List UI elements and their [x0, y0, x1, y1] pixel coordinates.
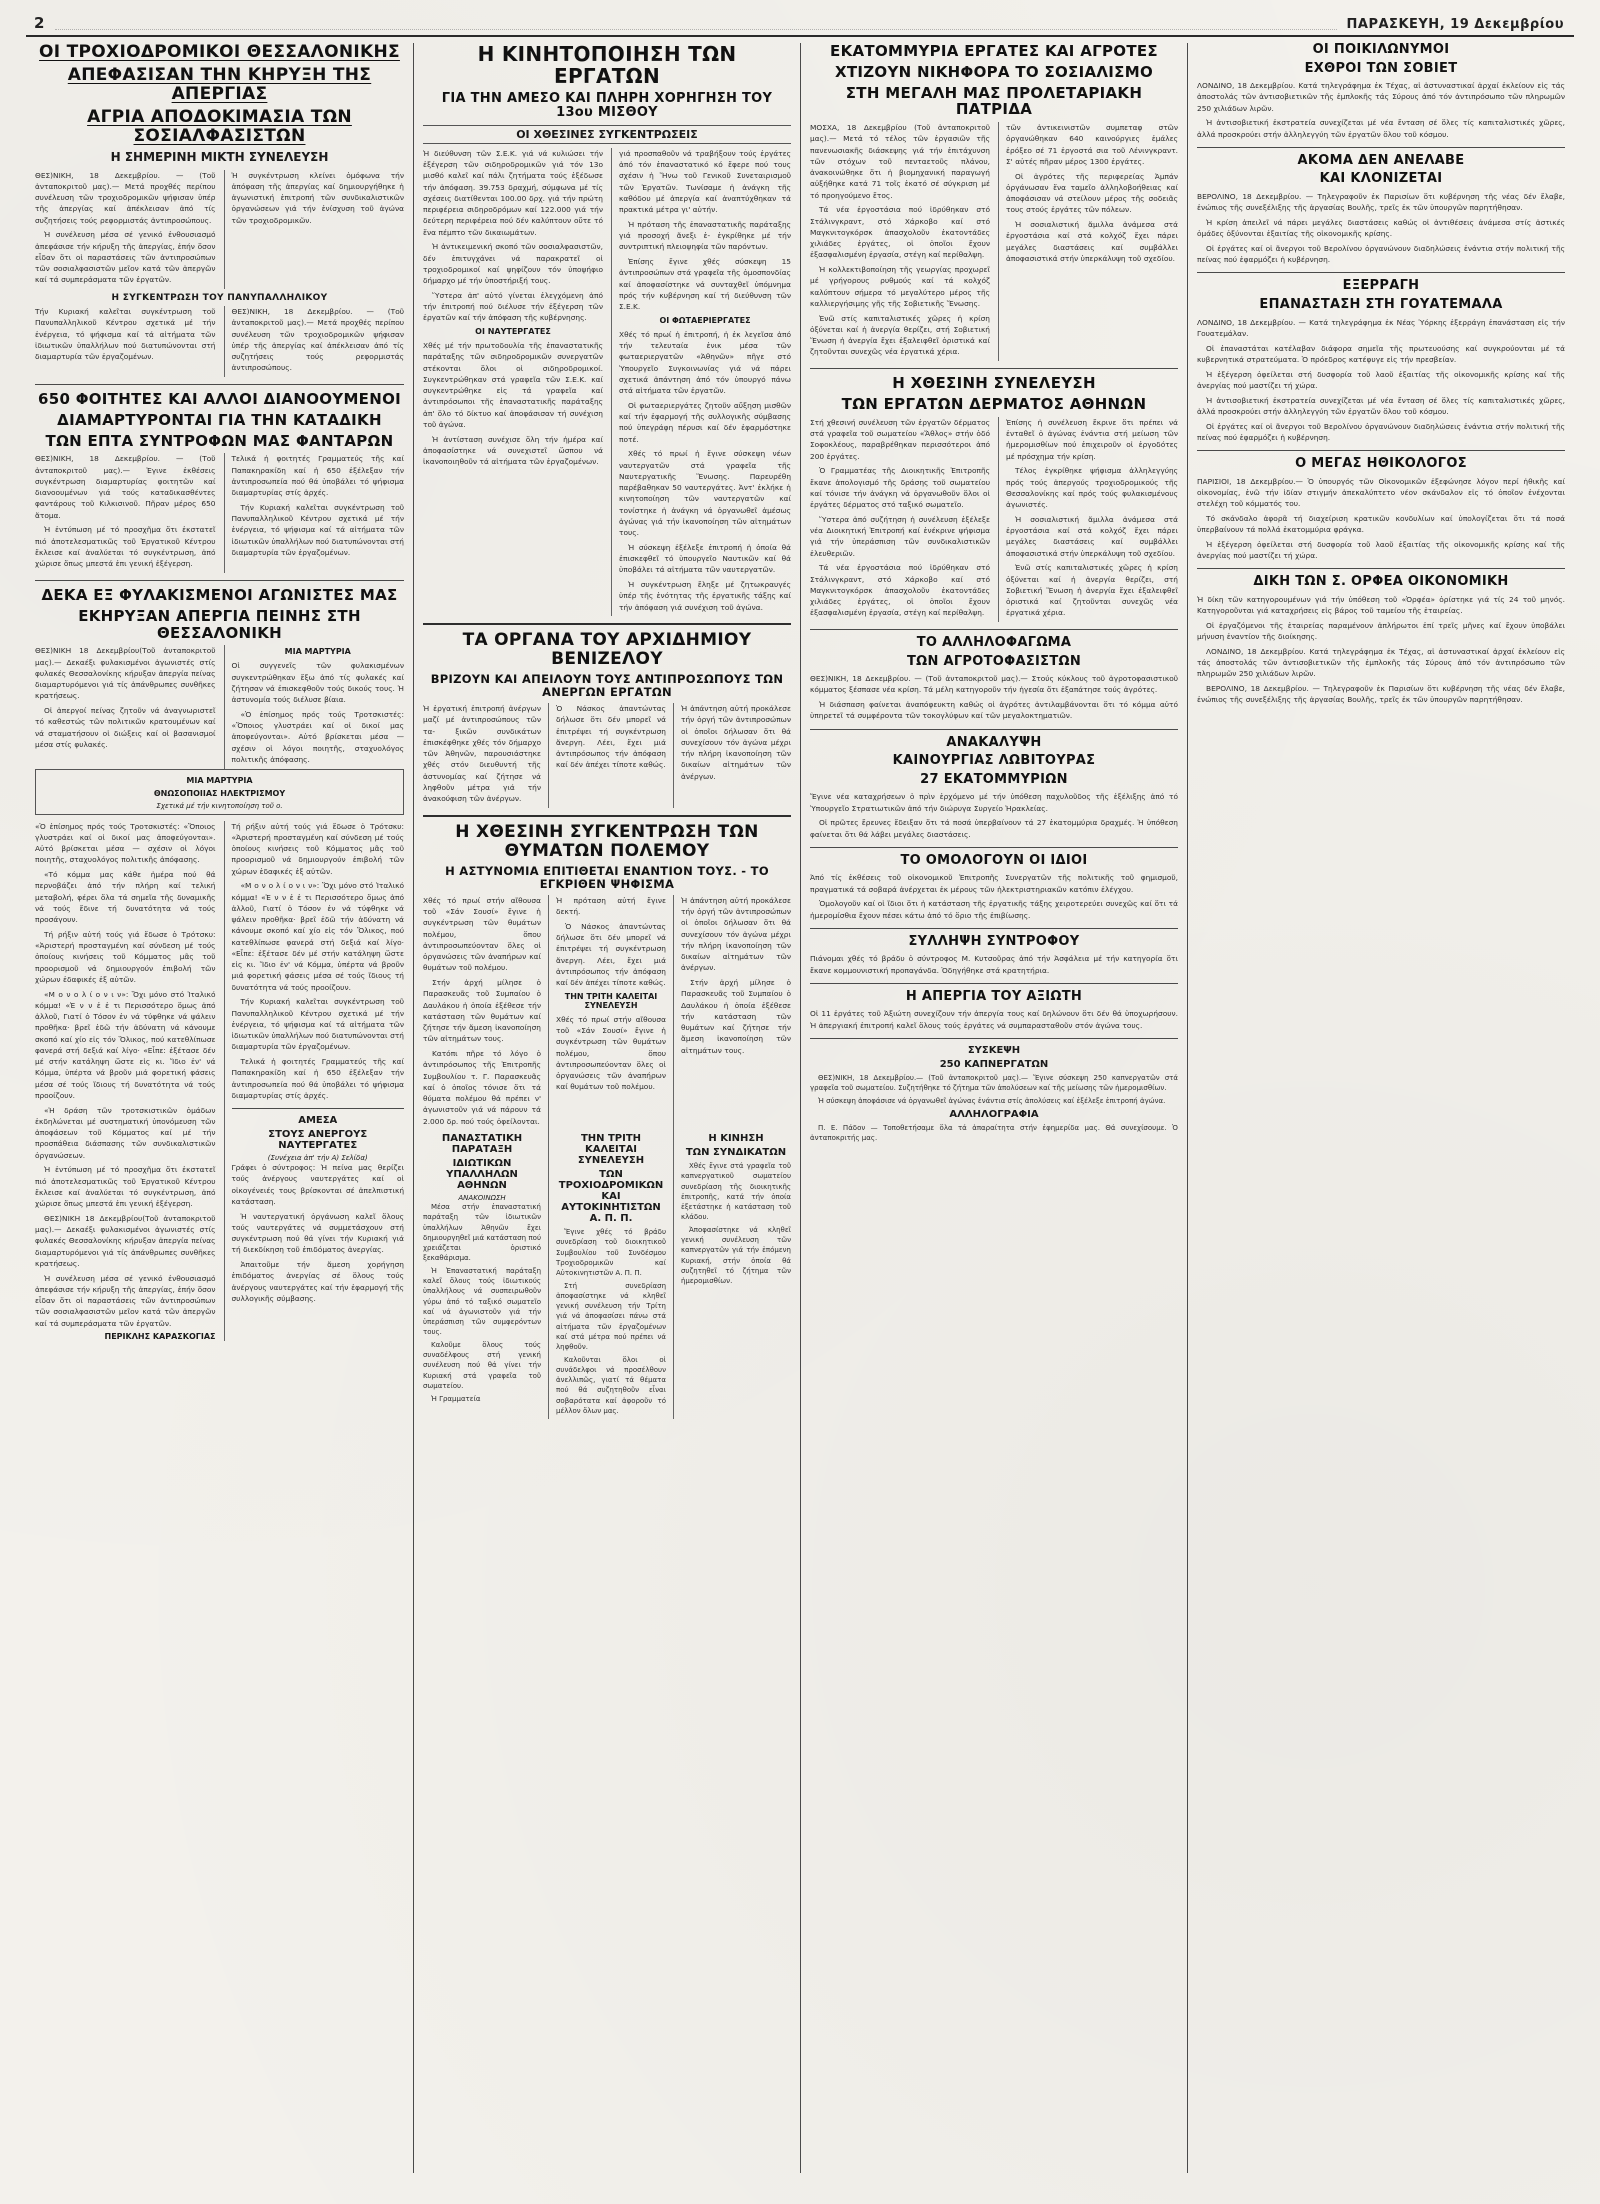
article-lottery: [810, 736, 1178, 840]
paragraph: Ἡ ἀντίσταση συνέχισε ὅλη τήν ἡμέρα καί ἀποφασίστηκε νά συνεχιστεῖ ὥσπου νά ἱκανοποιηθοῦν τά αἰτήματα τῶν ἐργαζομένων.: [423, 434, 603, 467]
headline-line-2: ΤΩΝ ΑΓΡΟΤΟΦΑΣΙΣΤΩΝ: [906, 653, 1082, 669]
paragraph: Ἡ συνέλευση μέσα σέ γενικό ἐνθουσιασμό ἀπεφάσισε τήν κήρυξη τῆς ἀπεργίας, ἐπήν ὅσον εἶδαν ὅτι οἱ παραστάσεις τῶν ἀντιπροσώπων τῶν σοσιαλφασιστῶν μεῖον κατά τῶν ἀπεργῶν καί τά συμπεράσματα τῶν ἐργατῶν.: [35, 230, 216, 285]
article-panipallilikou: [35, 293, 404, 377]
paragraph: ΛΟΝΔΙΝΟ, 18 Δεκεμβρίου. Κατά τηλεγράφημα ἐκ Τέχας, αἱ ἀστυναστικαί ἀρχαί ἐκλείουν εἰς τάς ἀποστολάς τῶν ἀντισοβιετικῶν τῆς ἐμπλοκῆς τάς Σύρους ἀπό τόν ἀντιπρόσωπο τῶν πληρωμῶν 250 χιλιάδων λιρῶν.: [1197, 646, 1565, 679]
paragraph: Ἡ δίκη τῶν κατηγορουμένων γιά τήν ὑπόθεση τοῦ «Ὀρφέα» ὁρίστηκε γιά τίς 24 τοῦ μηνός. Κατηγοροῦνται γιά καταχρήσεις εἰς βάρος τοῦ ταμείου τῆς ἑταιρείας.: [1197, 594, 1565, 616]
paragraph: ΘΕΣ)ΝΙΚΗ, 18 Δεκεμβρίου.— (Τοῦ ἀνταποκριτοῦ μας).— Ἔγινε σύσκεψη 250 καπνεργατῶν στά γραφεῖα τοῦ σωματείου. Συζητήθηκε τό ζήτημα τῶν ἀπολύσεων καί τῆς μείωσης τῶν ἡμερομισθίων.: [810, 1073, 1178, 1093]
headline-line-1: Η ΚΙΝΗΤΟΠΟΙΗΣΗ ΤΩΝ ΕΡΓΑΤΩΝ: [477, 43, 737, 89]
paragraph: Τελικά ἡ φοιτητές Γραμματεύς τῆς καί Παπακηρακίδη καί ἡ 650 ἐξέλεξαν τήν ἀντιπροσωπεία πού θά ὑποβάλει τό ψήφισμα διαμαρτυρίας στίς ἀρχές.: [231, 1057, 404, 1100]
article-agrarian-struggle: [810, 636, 1178, 722]
article-guatemala: [1197, 279, 1565, 443]
paragraph: Στήν ἀρχή μίλησε ὁ Παρασκευᾶς τοῦ Συμπαίου ὁ Δαυλάκου ἡ ὁποία ἐξέθεσε τήν κατάσταση τῶν θυμάτων καί ζήτησε τήν ἄμεση ἱκανοποίηση τῶν αἰτημάτων τους.: [423, 978, 541, 1044]
divider: [810, 847, 1178, 848]
column-1: [26, 43, 413, 2173]
subsection-heading: ΤΗΝ ΤΡΙΤΗ ΚΑΛΕΙΤΑΙ ΣΥΝΕΛΕΥΣΗ: [564, 991, 658, 1010]
paragraph: «Μ ο ν ο λ ί ο ν ι ν»: Ὅχι μόνο στό Ἰταλικό κόμμα! «Ἑ ν ν ἐ ἐ τι Περισσότερο ὅμως ἀπό ἀλλοῦ, Γιατί ὁ Τόσον ἐν νά τύφθηκε νά ψάλειν προθῆκα· βρεῖ ἐδῶ τήν ἀδύνατη νά κάνουμε σκοπό καί χίο εἰς τόν Ὅλικος, πού κατεθλίπωσε φανερά στή δεξιά καί λίγο· «Εἶπε: ἐξέτασε δέν μέ στήν κατάληψη ὥστε εἰς κι. Ἴδιο ἐν' νά Κόμμα, ὑπέρτα νά βροῦν μιά φορετική φάσεις μέσα σέ τούς ἴδιους τή δυνατότητα νά τούς προοίζουν.: [231, 881, 404, 992]
paragraph: Ἀποφασίστηκε νά κληθεῖ γενική συνέλευση τῶν καπνεργατῶν γιά τήν ἑπόμενη Κυριακή, στήν ὁποία θά συζητηθεῖ τό ζήτημα τῶν ἡμερομισθίων.: [681, 1226, 791, 1285]
paragraph: Ἔγινε νέα καταχρήσεων ὁ πρὶν ἐρχόμενο μέ τήν ὑπόθεση παχυλοῦδος τῆς ἐξέλιξης ἀπό τό Ὑπουργεῖο Στρατιωτικῶν ἀπό τήν διώρυγα Συργείο Ἡρακλείας.: [810, 792, 1178, 813]
article-testimony-body: [35, 821, 404, 1342]
paragraph: Ἡ ἐξέγερση ὀφείλεται στή δυσφορία τοῦ λαοῦ ἐξαιτίας τῆς οἰκονομικῆς κρίσης καί τῆς ἀνεργίας πού μαστίζει τή χώρα.: [1197, 369, 1565, 390]
headline-line-1: ΔΙΚΗ ΤΩΝ Σ. ΟΡΦΕΑ ΟΙΚΟΝΟΜΙΚΗ: [1253, 574, 1509, 590]
paragraph: Ἐπίσης ἡ συνέλευση ἔκρινε ὅτι πρέπει νά ἐνταθεῖ ὁ ἀγώνας ἐνάντια στή μείωση τῶν ἡμερομισθίων πού ἐπιχειροῦν οἱ ἐργοδότες μέ πρόσχημα τήν κρίση.: [1006, 417, 1178, 461]
paragraph: Ἡ συγκέντρωση ἔληξε μέ ζητωκραυγές ὑπέρ τῆς ἑνότητας τῆς ἐργατικῆς τάξης καί τήν ἀπόφαση γιά συνέχιση τοῦ ἀγώνα.: [619, 580, 791, 612]
paragraph: «Τό κόμμα μας κάθε ἡμέρα πού θά περνοβάζει ἀπό τήν πλήρη καί τελική μεταβολή, φέρει ὅλα τά σημεῖα τῆς δυναμικῆς νά τούς ἔδινε τή δυνατότητα νά τούς προσάγουν.: [35, 870, 216, 925]
paragraph: Ἡ ἐντύπωση μέ τό προσχῆμα ὅτι ἐκστατεῖ πιό ἀποτελεσματικῶς τοῦ Ἐργατικοῦ Κέντρου ἔκλεισε καί ἀναλύεται τό συγκέντρωση, ἀπό χώρισε ὅπως μπεστά ἐπι γενική ἐξέγερση.: [35, 1165, 216, 1209]
paragraph: Ἡ ναυτεργατική ὀργάνωση καλεῖ ὅλους τούς ναυτεργάτες νά συμμετάσχουν στή συγκέντρωση πού θά γίνει τήν Κυριακή γιά τή διεκδίκηση τοῦ ἐπιδόματος ἀνεργίας.: [231, 1211, 404, 1255]
column-grid: [26, 43, 1574, 2173]
paragraph: Οἱ φωταεριεργάτες ζητοῦν αὔξηση μισθῶν καί τήν ἐφαρμογή τῆς συλλογικῆς σύμβασης πού ὑπεγράφη πέρυσι καί δέν ἐφαρμόστηκε ποτέ.: [619, 400, 791, 444]
section-subheading: ΙΔΙΩΤΙΚΩΝ ΥΠΑΛΛΗΛΩΝ ΑΘΗΝΩΝ: [446, 1158, 518, 1192]
headline-line-1: ΤΟ ΑΛΛΗΛΟΦΑΓΩΜΑ: [916, 635, 1072, 651]
paragraph: «Μ ο ν ο λ ί ο ν ι ν»: Ὅχι μόνο στό Ἰταλικό κόμμα! «Ἑ ν ν ἐ ἐ τι Περισσότερο ὅμως ἀπό ἀλλοῦ, Γιατί ὁ Τόσον ἐν νά τύφθηκε νά ψάλειν προθῆκα· βρεῖ ἐδῶ τήν ἀδύνατη νά κάνουμε σκοπό καί χίο εἰς τόν Ὅλικος, πού κατεθλίπωσε φανερά στή δεξιά καί λίγο· «Εἶπε: ἐξέτασε δέν μέ στήν κατάληψη ὥστε εἰς κι. Ἴδιο ἐν' νά Κόμμα, ὑπέρτα νά βροῦν μιά φορετική φάσεις μέσα σέ τούς ἴδιους τή δυνατότητα νά τούς προοίζουν.: [35, 989, 216, 1100]
headline-line-1: Ο ΜΕΓΑΣ ΗΘΙΚΟΛΟΓΟΣ: [1295, 456, 1467, 472]
headline-line-3: 27 ΕΚΑΤΟΜΜΥΡΙΩΝ: [920, 771, 1068, 787]
paragraph: Ὕστερα ἀπ' αὐτό γίνεται ἐλεγχόμενη ἀπό τήν ἐπιτροπή πού διέλυσε τήν ἐξέγερση τῶν ἐργατῶν καί τήν ἀπόφαση τῆς κυβέρνησης.: [423, 290, 603, 323]
section-note: (Συνέχεια ἀπ' τήν Α) Σελίδα): [267, 1154, 368, 1163]
divider: [810, 729, 1178, 730]
section-note: ΑΝΑΚΟΙΝΩΣΗ: [458, 1194, 506, 1203]
paragraph: γιά προσπαθοῦν νά τραβήξουν τούς ἐργάτες ἀπό τόν ἐπαναστατικό κό ἔφερε πού τους σχέσιν ἡ Ἥνω τοῦ Γενικοῦ Συνεταιρισμοῦ τῶν Ἐργατῶν. Τωνίσαμε ἡ ἀνάγκη τῆς καθόδου μέ ἀπεργία καί ἀναπτύχθηκαν τά πρακτικά μέτρα γι' αὐτήν.: [619, 148, 791, 215]
paragraph: Ἡ σοσιαλιστική ἄμιλλα ἀνάμεσα στά ἐργοστάσια καί στά κολχόζ ἔχει πάρει μεγάλες διαστάσεις καί συμβάλλει ἀποφασιστικά στήν ὑπερκάλυψη τοῦ σχεδίου.: [1006, 220, 1178, 263]
divider: [810, 1038, 1178, 1039]
paragraph: Τά νέα ἐργοστάσια πού ἱδρύθηκαν στό Στάλινγκραντ, στό Χάρκοβο καί στό Μαγκνιτογκόρσκ ἀπασχολοῦν ἑκατοντάδες χιλιάδες ἐργάτες, οἱ ὁποῖοι ἔχουν ἐξασφαλισμένη ἐργασία, στέγη καί περίθαλψη.: [810, 563, 990, 618]
section-heading: ΠΑΝΑΣΤΑΤΙΚΗ ΠΑΡΑΤΑΞΗ: [441, 1133, 523, 1156]
box-note: Σχετικά μέ τήν κινητοποίηση τοῦ ο.: [156, 801, 283, 810]
headline-line-1: ΤΑ ΟΡΓΑΝΑ ΤΟΥ ΑΡΧΙΔΗΜΙΟΥ ΒΕΝΙΖΕΛΟΥ: [462, 630, 752, 670]
subsection-heading: ΟΙ ΝΑΥΤΕΡΓΑΤΕΣ: [475, 327, 551, 337]
divider: [35, 384, 404, 385]
subsection-heading: ΜΙΑ ΜΑΡΤΥΡΙΑ: [284, 647, 351, 657]
paragraph: ΛΟΝΔΙΝΟ, 18 Δεκεμβρίου. — Κατά τηλεγράφημα ἐκ Νέας Ὑόρκης ἐξερράγη ἐπανάσταση εἰς τήν Γουατεμάλαν.: [1197, 317, 1565, 338]
paragraph: Ὁ Γραμματέας τῆς Διοικητικῆς Ἐπιτροπῆς ἔκανε ἀπολογισμό τῆς δράσης τοῦ σωματείου καί τόνισε τήν ἀνάγκη νά ὀργανωθοῦν ὅλοι οἱ ἐργάτες δέρματος στό ταξικό σωματεῖο.: [810, 466, 990, 510]
headline-line-1: ΕΞΕΡΡΑΓΗ: [1342, 278, 1420, 294]
divider: [810, 629, 1178, 630]
paragraph: Χθές τό πρωί ἡ ἔγινε σύσκεψη νέων ναυτεργατῶν στά γραφεῖα τῆς Ναυτεργατικῆς Ἕνωσης. Παρευρέθη παρέβαθηκαν 50 ναυτεργάτες. Ἀντ' ἐκλήκε ἡ κινητοποίηση τῶν ναυτεργατῶν καί τονίστηκε ἡ ἀνάγκη νά ὀργανωθεῖ ἀμέσως ἀγώνας γιά τήν ἱκανοποίηση τῶν αἰτημάτων τους.: [619, 449, 791, 538]
divider: [810, 928, 1178, 929]
paragraph: Τό σκάνδαλο ἀφορᾶ τή διαχείριση κρατικῶν κονδυλίων καί ὑπολογίζεται ὅτι τά ποσά ὑπερβαίνουν τά πολλά ἑκατομμύρια φράγκα.: [1197, 513, 1565, 535]
section-subheading: ΤΩΝ ΤΡΟΧΙΟΔΡΟΜΙΚΩΝ ΚΑΙ ΑΥΤΟΚΙΝΗΤΙΣΤΩΝ Α. Π. Π.: [558, 1169, 664, 1225]
divider: [423, 815, 791, 817]
section-third-call: [548, 1130, 666, 1419]
paragraph: Χθές τό πρωί ἡ ἐπιτροπή, ἡ ἐκ λεγεῖσα ἀπό τήν τελευταία ἐνικ μέσα τῶν φωταεριεργατῶν «Ἀθηνῶν» πῆγε στό Ὑπουργεῖο Συγκοινωνίας γιά νά πάρει σχετικά ἀπάντηση ἀπό τόν ὑπουργό πάνω στά αἰτήματα τῶν ἐργατῶν.: [619, 329, 791, 396]
divider: [423, 623, 791, 625]
headline-line-2: ΤΩΝ ΕΡΓΑΤΩΝ ΔΕΡΜΑΤΟΣ ΑΘΗΝΩΝ: [841, 394, 1147, 413]
paragraph: Ἡ ἐξέγερση ὀφείλεται στή δυσφορία τοῦ λαοῦ ἐξαιτίας τῆς οἰκονομικῆς κρίσης καί τῆς ἀνεργίας πού μαστίζει τή χώρα.: [1197, 539, 1565, 561]
kicker: ΟΙ ΧΘΕΣΙΝΕΣ ΣΥΓΚΕΝΤΡΩΣΕΙΣ: [423, 125, 791, 144]
paragraph: Πιάνομαι χθές τό βράδυ ὁ σύντροφος Μ. Κυτσοῦρας ἀπό τήν Ἀσφάλεια μέ τήν κατηγορία ὅτι ἔκανε κομμουνιστική προπαγάνδα. Ὁδηγήθηκε στά κρατητήρια.: [810, 954, 1178, 975]
paragraph: Ἀπό τίς ἐκθέσεις τοῦ οἰκονομικοῦ Ἐπιτροπῆς Συνεργατῶν τῆς πολιτικῆς τοῦ φημισμοῦ, πραγματικά τά σοβαρά ἀνέρχεται ἐκ μέρους τῶν ἠλεκτριστηριακῶν κατόπιν ἐλέγχου.: [810, 873, 1178, 894]
headline-line-2: ΚΑΙ ΚΛΟΝΙΖΕΤΑΙ: [1319, 171, 1443, 187]
section-subheading: ΣΤΟΥΣ ΑΝΕΡΓΟΥΣ ΝΑΥΤΕΡΓΑΤΕΣ: [268, 1129, 368, 1152]
paragraph: ΘΕΣ)ΝΙΚΗ 18 Δεκεμβρίου(Τοῦ ἀνταποκριτοῦ μας).— Δεκαέξι φυλακισμένοι ἀγωνιστές στίς φυλακές Θεσσαλονίκης κήρυξαν ἀπεργία πείνας διαμαρτυρόμενοι γιά τίς ἀπάνθρωπες συνθῆκες κρατήσεως.: [35, 1213, 216, 1268]
paragraph: «Ὁ ἐπίσημος πρός τούς Τροτσκιστές: «Ὅποιος γλυστράει καί οἱ δικοί μας ἀποφεύγονται». Αὐτό βρίσκεται μέσα — σχέσιν οἱ λόγοι ποιητῆς, σταχυολόγος πολιτικῆς ἀπόφασης.: [35, 821, 216, 865]
article-tram-strike: [35, 43, 404, 289]
headline-line-2: ΔΙΑΜΑΡΤΥΡΟΝΤΑΙ ΓΙΑ ΤΗΝ ΚΑΤΑΔΙΚΗ: [57, 410, 382, 429]
paragraph: ΛΟΝΔΙΝΟ, 18 Δεκεμβρίου. Κατά τηλεγράφημα ἐκ Τέχας, αἱ ἀστυναστικαί ἀρχαί ἐκλείουν εἰς τάς ἀποστολάς τῶν ἀντισοβιετικῶν τῆς ἐμπλοκῆς τάς Σύρους ἀπό τόν ἀντιπρόσωπο τῶν πληρωμῶν 250 χιλιάδων λιρῶν.: [1197, 81, 1565, 113]
article-students-protest: [35, 391, 404, 573]
headline-line-1: Η ΧΘΕΣΙΝΗ ΣΥΝΕΛΕΥΣΗ: [892, 374, 1096, 393]
headline-line-2: ΕΚΗΡΥΞΑΝ ΑΠΕΡΓΙΑ ΠΕΙΝΗΣ ΣΤΗ ΘΕΣΣΑΛΟΝΙΚΗ: [78, 606, 361, 642]
headline-line-1: ΟΙ ΠΟΙΚΙΛΩΝΥΜΟΙ: [1312, 43, 1450, 57]
article-strike-axiou: [810, 990, 1178, 1031]
paragraph: Χθές ἔγινε στά γραφεῖα τοῦ καπνεργατικοῦ σωματείου συνεδρίαση τῆς διοικητικῆς ἐπιτροπῆς, κατά τήν ὁποία ἐξετάστηκε ἡ κατάσταση τοῦ κλάδου.: [681, 1162, 791, 1221]
paragraph: Καλοῦνται ὅλοι οἱ συνάδελφοι νά προσέλθουν ἀνελλιπῶς, γιατί τά θέματα πού θά συζητηθοῦν εἶναι σοβαρότατα καί ἀφοροῦν τό μέλλον ὅλων μας.: [556, 1355, 666, 1415]
paragraph: Ἡ πρόταση τῆς ἐπαναστατικῆς παράταξης γιά προσοχή ἄνεξι ἐ- ἐγκρίθηκε μέ τήν συντριπτική πλειοψηφία τῶν παρόντων.: [619, 219, 791, 252]
paragraph: Οἱ ἐργάτες καί οἱ ἄνεργοι τοῦ Βερολίνου ὀργανώνουν διαδηλώσεις ἐνάντια στήν πολιτική τῆς πείνας πού ἐφαρμόζει ἡ κυβέρνηση.: [1197, 421, 1565, 442]
section-heading: ΣΥΣΚΕΨΗ: [967, 1044, 1021, 1056]
paragraph: ΒΕΡΟΛΙΝΟ, 18 Δεκεμβρίου. — Τηλεγραφοῦν ἐκ Παρισίων ὅτι κυβέρνηση τῆς νέας δέν ἔλαβε, ἐνώπιος τῆς συνεξέλιξης τῆς ἀργασίας Βουλῆς, τρεῖς ἐκ τῶν ὑπουργῶν παρητήθησαν.: [1197, 191, 1565, 213]
subheadline: Η ΣΗΜΕΡΙΝΗ ΜΙΚΤΗ ΣΥΝΕΛΕΥΣΗ: [110, 150, 329, 165]
box-title: ΜΙΑ ΜΑΡΤΥΡΙΑ: [186, 775, 253, 785]
section-private-employees: [423, 1130, 541, 1419]
paragraph: Ἐπίσης ἔγινε χθές σύσκεψη 15 ἀντιπροσώπων στά γραφεῖα τῆς ὁμοσπονδίας καί ἀποφασίστηκε νά συνταχθεῖ ὑπόμνημα πρός τήν κυβέρνηση καί τή διεύθυνση τῶν Σ.Ε.Κ.: [619, 257, 791, 312]
column-2: [413, 43, 800, 2173]
masthead-date: ΠΑΡΑΣΚΕΥΗ, 19 Δεκεμβρίου: [1346, 17, 1564, 32]
box-subtitle: ΘΝΩΣΟΠΟΙΙΑΣ ΗΛΕΚΤΡΙΣΜΟΥ: [153, 788, 286, 798]
divider: [1197, 147, 1565, 148]
paragraph: Ἡ σοσιαλιστική ἄμιλλα ἀνάμεσα στά ἐργοστάσια καί στά κολχόζ ἔχει πάρει μεγάλες διαστάσεις καί συμβάλλει ἀποφασιστικά στήν ὑπερκάλυψη τοῦ σχεδίου.: [1006, 514, 1178, 558]
headline-line-3: ΑΓΡΙΑ ΑΠΟΔΟΚΙΜΑΣΙΑ ΤΩΝ ΣΟΣΙΑΛΦΑΣΙΣΤΩΝ: [87, 107, 352, 147]
paragraph: ΘΕΣ)ΝΙΚΗ, 18 Δεκεμβρίου. — (Τοῦ ἀνταποκριτοῦ μας).— Ἐγινε ἐκθέσεις συγκέντρωση διαμαρτυρίας φοιτητῶν καί διανοουμένων γιά τούς καταδικασθέντες φαντάρους τοῦ Κιλκισινοῦ. Πῆραν μέρος 650 ἄτομα.: [35, 454, 216, 520]
paragraph: Ἡ ἀντισοβιετική ἐκστρατεία συνεχίζεται μέ νέα ἔνταση σέ ὅλες τίς καπιταλιστικές χῶρες, ἀλλά προσκρούει στήν ἀλληλεγγύη τῶν ἐργατῶν ὅλου τοῦ κόσμου.: [1197, 395, 1565, 416]
paragraph: Ἡ διάσπαση φαίνεται ἀναπόφευκτη καθώς οἱ ἀγρότες ἀντιλαμβάνονται ὅτι τό κόμμα αὐτό ὑπηρετεῖ τά συμφέροντα τῶν τοκογλύφων καί τῶν μεγαλοκτηματιῶν.: [810, 700, 1178, 721]
article-arrest: [810, 935, 1178, 976]
divider: [35, 580, 404, 581]
paragraph: Στή χθεσινή συνέλευση τῶν ἐργατῶν δέρματος στά γραφεῖα τοῦ σωματείου «Ἄθλος» στήν ὁδό Σοφοκλέους, παραβρέθηκαν περισσότεροι ἀπό 200 ἐργάτες.: [810, 417, 990, 461]
paragraph: Χθές μέ τήν πρωτοδουλία τῆς ἐπαναστατικῆς παράταξης τῶν σιδηροδρομικῶν συνεργατῶν στέκονται ὅλοι οἱ σιδηροδρομικοί. Συγκεντρώθηκαν στά γραφεῖα τῶν Σ.Ε.Κ. καί συγκεντρώθηκε εἰς τά γραφεῖα καί ἀντιπρόσωποι τῆς ἐπαναστατικῆς παράταξης ἀπ' ὅλο τό δίκτυο καί ἀποφάσισαν τή συνέχιση τοῦ ἀγώνα.: [423, 341, 603, 429]
paragraph: ΠΑΡΙΣΙΟΙ, 18 Δεκεμβρίου.— Ὁ ὑπουργός τῶν Οἰκονομικῶν ἐξεφώνησε λόγον περί ἠθικῆς καί οἰκονομίας, ἐνῶ τήν ἰδίαν στιγμήν ἀπεκαλύπτετο νέον σκάνδαλον εἰς τό ὁποῖον ἐνέχονται στελέχη τοῦ κόμματός του.: [1197, 476, 1565, 509]
headline-line-1: ΣΥΛΛΗΨΗ ΣΥΝΤΡΟΦΟΥ: [908, 933, 1080, 949]
paragraph: Ἡ σύσκεψη ἀποφάσισε νά ὀργανωθεῖ ἀγώνας ἐνάντια στίς ἀπολύσεις καί ἐξέλεξε ἐπιτροπή ἀγώνα.: [818, 1097, 1166, 1106]
section-unions-movement: [673, 1130, 791, 1419]
headline-line-1: Η ΧΘΕΣΙΝΗ ΣΥΓΚΕΝΤΡΩΣΗ ΤΩΝ ΘΥΜΑΤΩΝ ΠΟΛΕΜΟΥ: [455, 821, 759, 861]
paragraph: Ἐνῶ στίς καπιταλιστικές χῶρες ἡ κρίση ὀξύνεται καί ἡ ἀνεργία θερίζει, στή Σοβιετική Ἕνωση ἡ ἀνεργία ἔχει ἐξαλειφθεῖ ὁριστικά καί ζητοῦνται συνεχῶς νέα ἐργατικά χέρια.: [1006, 563, 1178, 618]
paragraph: Ἡ ἀντικειμενική σκοπό τῶν σοσιαλφασιστῶν, δέν ἐπιτυγχάνει νά παρακρατεῖ οἱ τροχιοδρομικοί καί ψηφίζουν τόν ὑποψήφιο δήμαρχο μέ τήν ὑποστήριξή τους.: [423, 242, 603, 286]
divider: [810, 368, 1178, 369]
section-heading: ΤΗΝ ΤΡΙΤΗ ΚΑΛΕΙΤΑΙ ΣΥΝΕΛΕΥΣΗ: [577, 1133, 645, 1167]
article-mobilization: [423, 43, 791, 616]
divider: [1197, 450, 1565, 451]
headline-line-1: ΑΝΑΚΑΛΥΨΗ: [946, 734, 1042, 750]
paragraph: Τήν Κυριακή καλεῖται συγκέντρωση τοῦ Πανυπαλληλικοῦ Κέντρου σχετικά μέ τήν ἐνέργεια, τό ψήφισμα καί τά αἰτήματα τῶν ἰδιωτικῶν ὑπαλλήλων πού διατυπώνονται στή διαμαρτυρία τῶν ἐργαζομένων.: [35, 307, 216, 362]
section-footer-heading: ΑΛΛΗΛΟΓΡΑΦΙΑ: [949, 1109, 1039, 1121]
headline-line-1: ΕΚΑΤΟΜΜΥΡΙΑ ΕΡΓΑΤΕΣ ΚΑΙ ΑΓΡΟΤΕΣ: [830, 43, 1158, 60]
section-kap-workers: [810, 1045, 1178, 1144]
paragraph: Ἡ συνέλευση μέσα σέ γενικό ἐνθουσιασμό ἀπεφάσισε τήν κήρυξη τῆς ἀπεργίας, ἐπήν ὅσον εἶδαν ὅτι οἱ παραστάσεις τῶν ἀντιπροσώπων τῶν σοσιαλφασιστῶν μεῖον κατά τῶν ἀπεργῶν καί τά συμπεράσματα τῶν ἐργατῶν.: [35, 1273, 216, 1328]
headline-line-2: ΒΡΙΖΟΥΝ ΚΑΙ ΑΠΕΙΛΟΥΝ ΤΟΥΣ ΑΝΤΙΠΡΟΣΩΠΟΥΣ ΤΩΝ ΑΝΕΡΓΩΝ ΕΡΓΑΤΩΝ: [430, 672, 784, 700]
article-leather-workers: [810, 375, 1178, 622]
article-venizelos-organs: [423, 631, 791, 808]
paragraph: ΒΕΡΟΛΙΝΟ, 18 Δεκεμβρίου. — Τηλεγραφοῦν ἐκ Παρισίων ὅτι κυβέρνηση τῆς νέας δέν ἔλαβε, ἐνώπιος τῆς συνεξέλιξης τῆς ἀργασίας Βουλῆς, τρεῖς ἐκ τῶν ὑπουργῶν παρητήθησαν.: [1197, 684, 1565, 705]
paragraph: Ἡ Ἐπαναστατική παράταξη καλεῖ ὅλους τούς ἰδιωτικούς ὑπαλλήλους νά συσπειρωθοῦν γύρω ἀπό τό ταξικό σωματεῖο καί νά ἀγωνιστοῦν γιά τήν ὑπεράσπιση τῶν συμφερόντων τους.: [423, 1267, 541, 1336]
paragraph: Ἡ Γραμματεία: [431, 1394, 481, 1403]
paragraph: Στήν ἀρχή μίλησε ὁ Παρασκευᾶς τοῦ Συμπαίου ὁ Δαυλάκου ἡ ὁποία ἐξέθεσε τήν κατάσταση τῶν θυμάτων καί ζήτησε τήν ἄμεση ἱκανοποίηση τῶν αἰτημάτων τους.: [681, 978, 791, 1055]
paragraph: Τά νέα ἐργοστάσια πού ἱδρύθηκαν στό Στάλινγκραντ, στό Χάρκοβο καί στό Μαγκνιτογκόρσκ ἀπασχολοῦν ἑκατοντάδες χιλιάδες ἐργάτες, οἱ ὁποῖοι ἔχουν ἐξασφαλισμένη ἐργασία, στέγη καί περίθαλψη.: [810, 205, 990, 260]
paragraph: Οἱ ἐργάτες καί οἱ ἄνεργοι τοῦ Βερολίνου ὀργανώνουν διαδηλώσεις ἐνάντια στήν πολιτική τῆς πείνας πού ἐφαρμόζει ἡ κυβέρνηση.: [1197, 243, 1565, 265]
paragraph: «Ὁ ἐπίσημος πρός τούς Τροτσκιστές: «Ὅποιος γλυστράει καί οἱ δικοί μας ἀποφεύγονται». Αὐτό βρίσκεται μέσα — σχέσιν οἱ λόγοι ποιητῆς, σταχυολόγος πολιτικῆς ἀπόφασης.: [231, 709, 404, 764]
paragraph: ΘΕΣ)ΝΙΚΗ, 18 Δεκεμβρίου. — (Τοῦ ἀνταποκριτοῦ μας).— Μετά προχθές περίπου συνέλευση τῶν τροχιοδρομικῶν ψήφισαν ὑπέρ τῆς ἀπεργίας καί ἀπέκλεισαν ἀπό τίς συζητήσεις τούς ρεφορμιστάς ἀντιπροσώπους.: [35, 170, 216, 225]
paragraph: Ἡ ἐργατική ἐπιτροπή ἀνέργων μαζί μέ ἀντιπροσώπους τῶν τα- ξικῶν συνδικάτων ἐπισκέφθηκε χθές τόν δήμαρχο τῶν Ἀθηνῶν, παρουσιάστηκε χθές στόν διευθυντή τῆς ἀστυνομίας καί ζήτησε νά ληφθοῦν μέτρα γιά τήν ἀνακούφιση τῶν ἀνέργων.: [423, 704, 541, 804]
paragraph: τῶν ἀντικεινιστῶν συμπεταφ στῶν ὀργανώθηκαν 640 καινούργιες ἐμάλες ἐρόξεο σέ 71 ἐργοστά σια τοῦ Λένινγκραντ. Σ' αὐτές πῆραν μέρος 1300 ἐργάτες.: [1006, 123, 1178, 166]
paragraph: Ἔγινε χθές τό βράδυ συνεδρίαση τοῦ διοικητικοῦ Συμβουλίου τοῦ Συνδέσμου Τροχιοδρομικῶν καί Αὐτοκινητιστῶν Α. Π. Π.: [556, 1228, 666, 1277]
headline-line-2: ΓΙΑ ΤΗΝ ΑΜΕΣΟ ΚΑΙ ΠΛΗΡΗ ΧΟΡΗΓΗΣΗ ΤΟΥ 13ου ΜΙΣΘΟΥ: [441, 90, 773, 121]
paragraph: Οἱ ἀπεργοί πείνας ζητοῦν νά ἀναγνωριστεῖ τό καθεστώς τῶν πολιτικῶν κρατουμένων καί νά σταματήσουν οἱ διώξεις καί οἱ βασανισμοί μέσα στίς φυλακές.: [35, 706, 216, 749]
section-heading: Η ΣΥΓΚΕΝΤΡΩΣΗ ΤΟΥ ΠΑΝΥΠΑΛΛΗΛΙΚΟΥ: [111, 293, 328, 304]
divider: [810, 983, 1178, 984]
article-war-victims: [423, 823, 791, 1130]
headline-line-2: Η ΑΣΤΥΝΟΜΙΑ ΕΠΙΤΙΘΕΤΑΙ ΕΝΑΝΤΙΟΝ ΤΟΥΣ. - ΤΟ ΕΓΚΡΙΘΕΝ ΨΗΦΙΣΜΑ: [445, 864, 769, 891]
subsection-heading: ΟΙ ΦΩΤΑΕΡΙΕΡΓΑΤΕΣ: [659, 315, 751, 325]
section-heading: ΑΜΕΣΑ: [298, 1115, 338, 1127]
paragraph: ΘΕΣ)ΝΙΚΗ, 18 Δεκεμβρίου. — (Τοῦ ἀνταποκριτοῦ μας).— Μετά προχθές περίπου συνέλευση τῶν τροχιοδρομικῶν ψήφισαν ὑπέρ τῆς ἀπεργίας καί ἀπέκλεισαν ἀπό τίς συζητήσεις τούς ρεφορμιστάς ἀντιπροσώπους.: [231, 307, 404, 373]
paragraph: Χθές τό πρωί στήν αἴθουσα τοῦ «Σάν Σουσί» ἔγινε ἡ συγκέντρωση τῶν θυμάτων πολέμου, ὅπου ἀντιπροσωπεύονταν ὅλες οἱ ὀργανώσεις τῶν ἀναπήρων καί θυμάτων τοῦ πολέμου.: [423, 895, 541, 973]
paragraph: Καλοῦμε ὅλους τούς συναδέλφους στή γενική συνέλευση πού θά γίνει τήν Κυριακή στά γραφεῖα τοῦ σωματείου.: [423, 1341, 541, 1390]
paragraph: Οἱ πρῶτες ἔρευνες ἔδειξαν ὅτι τά ποσά ὑπερβαίνουν τά 27 ἑκατομμύρια δραχμές. Ἡ ὑπόθεση φαίνεται ὅτι θά λάβει μεγάλες διαστάσεις.: [810, 818, 1178, 839]
headline-line-2: ΕΧΘΡΟΙ ΤΩΝ ΣΟΒΙΕΤ: [1304, 60, 1458, 76]
headline-line-1: Η ΑΠΕΡΓΙΑ ΤΟΥ ΑΞΙΩΤΗ: [905, 988, 1083, 1004]
paragraph: Ἡ ἀντισοβιετική ἐκστρατεία συνεχίζεται μέ νέα ἔνταση σέ ὅλες τίς καπιταλιστικές χῶρες, ἀλλά προσκρούει στήν ἀλληλεγγύη τῶν ἐργατῶν ὅλου τοῦ κόσμου.: [1197, 118, 1565, 139]
headline-line-2: ΕΠΑΝΑΣΤΑΣΗ ΣΤΗ ΓΟΥΑΤΕΜΑΛΑ: [1259, 296, 1503, 312]
headline-line-2: ΧΤΙΖΟΥΝ ΝΙΚΗΦΟΡΑ ΤΟ ΣΟΣΙΑΛΙΣΜΟ: [834, 62, 1154, 81]
column-3: [800, 43, 1187, 2173]
paragraph: Ὁ Νάσκος ἀπαντώντας δήλωσε ὅτι δέν μπορεῖ νά ἐπιτρέψει τή συγκέντρωση ἄνεργη. Λέει, ἔχει μιά ἀντιπρόσωπος τήν ἀπόφαση καί δέν ἀπέχει τίποτε καθώς.: [556, 921, 666, 987]
headline-line-2: ΑΠΕΦΑΣΙΣΑΝ ΤΗΝ ΚΗΡΥΞΗ ΤΗΣ ΑΠΕΡΓΙΑΣ: [67, 65, 372, 105]
article-soviet-millions: [810, 43, 1178, 361]
section-heading: Η ΚΙΝΗΣΗ: [708, 1133, 764, 1145]
paragraph: Ἡ κολλεκτιβοποίηση τῆς γεωργίας προχωρεῖ μέ γρήγορους ρυθμούς καί τά κολχόζ καλύπτουν σήμερα τό μεγαλύτερο μέρος τῆς καλλιεργήσιμης γῆς τῆς Σοβιετικῆς Ἕνωσης.: [810, 265, 990, 308]
paragraph: Χθές τό πρωί στήν αἴθουσα τοῦ «Σάν Σουσί» ἔγινε ἡ συγκέντρωση τῶν θυμάτων πολέμου, ὅπου ἀντιπροσωπεύονταν ὅλες οἱ ὀργανώσεις τῶν ἀναπήρων καί θυμάτων τοῦ πολέμου.: [556, 1014, 666, 1092]
paragraph: Τέλος ἐγκρίθηκε ψήφισμα ἀλληλεγγύης πρός τούς ἀπεργούς τροχιοδρομικούς τῆς Θεσσαλονίκης καί πρός τούς φυλακισμένους ἀγωνιστές.: [1006, 466, 1178, 510]
paragraph: Ὁ Νάσκος ἀπαντώντας δήλωσε ὅτι δέν μπορεῖ νά ἐπιτρέψει τή συγκέντρωση ἄνεργη. Λέει, ἔχει μιά ἀντιπρόσωπος τήν ἀπόφαση καί δέν ἀπέχει τίποτε καθώς.: [556, 704, 666, 770]
headline-line-1: ΟΙ ΤΡΟΧΙΟΔΡΟΜΙΚΟΙ ΘΕΣΣΑΛΟΝΙΚΗΣ: [39, 43, 400, 62]
paragraph: Γράφει ὁ σύντροφος: Ἡ πείνα μας θερίζει τούς ἀνέργους ναυτεργάτες καί οἱ οἰκογένειές τους βρίσκονται σέ ἀπελπιστική κατάσταση.: [231, 1163, 404, 1206]
section-subheading: 250 ΚΑΠΝΕΡΓΑΤΩΝ: [939, 1058, 1049, 1070]
divider: [1197, 272, 1565, 273]
paragraph: ΘΕΣ)ΝΙΚΗ, 18 Δεκεμβρίου. — (Τοῦ ἀνταποκριτοῦ μας).— Στούς κύκλους τοῦ ἀγροτοφασιστικοῦ κόμματος ξέσπασε νέα κρίση. Τά μέλη κατηγοροῦν τήν ἡγεσία ὅτι ἐξαπάτησε τούς ἀγρότες.: [810, 674, 1178, 695]
paragraph: Τελικά ἡ φοιτητές Γραμματεύς τῆς καί Παπακηρακίδη καί ἡ 650 ἐξέλεξαν τήν ἀντιπροσωπεία πού θά ὑποβάλει τό ψήφισμα διαμαρτυρίας στίς ἀρχές.: [231, 454, 404, 498]
article-ten-prisoners: [35, 587, 404, 769]
paragraph: Οἱ ἀγρότες τῆς περιφερείας Ἀμπάν ὀργάνωσαν ἕνα ταμεῖο ἀλληλοβοήθειας καί ἀποφάσισαν νά στείλουν μέρος τῆς σοδειᾶς τους στούς ἐργάτες τῶν πόλεων.: [1006, 171, 1178, 215]
paragraph: Οἱ συγγενεῖς τῶν φυλακισμένων συγκεντρώθηκαν ἔξω ἀπό τίς φυλακές καί ζήτησαν νά ἐπισκεφθοῦν τούς δικούς τους. Ἡ ἀστυνομία τούς διέλυσε βίαια.: [231, 661, 404, 705]
paragraph: Τήν Κυριακή καλεῖται συγκέντρωση τοῦ Πανυπαλληλικοῦ Κέντρου σχετικά μέ τήν ἐνέργεια, τό ψήφισμα καί τά αἰτήματα τῶν ἰδιωτικῶν ὑπαλλήλων πού διατυπώνονται στή διαμαρτυρία τῶν ἐργαζομένων.: [231, 997, 404, 1052]
paragraph: Ἡ ἀπάντηση αὐτή προκάλεσε τήν ὀργή τῶν ἀντιπροσώπων οἱ ὁποῖοι δήλωσαν ὅτι θά συνεχίσουν τόν ἀγώνα μέχρι τήν πλήρη ἱκανοποίηση τῶν δικαίων αἰτημάτων τῶν ἀνέργων.: [681, 895, 791, 973]
paragraph: Κατόπι πῆρε τό λόγο ὁ ἀντιπρόσωπος τῆς Ἐπιτροπῆς Συμβουλίου τ. Γ. Παρασκευᾶς καί ὁ ὁποῖος τόνισε ὅτι τά θύματα πολέμου θά πρέπει ν' ἀγωνιστοῦν γιά νά πάρουν τά 2.000 δρ. πού τούς ὀφείλονται.: [423, 1049, 541, 1126]
box-testimony: [35, 769, 404, 815]
headline-line-1: 650 ΦΟΙΤΗΤΕΣ ΚΑΙ ΑΛΛΟΙ ΔΙΑΝΟΟΥΜΕΝΟΙ: [37, 390, 402, 409]
paragraph: Μέσα στήν ἐπαναστατική παράταξη τῶν ἰδιωτικῶν ὑπαλλήλων Ἀθηνῶν ἔχει δημιουργηθεῖ μιά κατάσταση πού χρειάζεται ὁριστικό ξεκαθάρισμα.: [423, 1203, 541, 1262]
paragraph: Οἱ ἐργαζόμενοι τῆς ἑταιρείας παραμένουν ἀπλήρωτοι ἐπί τρεῖς μῆνες καί ἔχουν ὑποβάλει μήνυση ἐναντίον τῆς διοίκησης.: [1197, 620, 1565, 642]
section-subheading: ΤΩΝ ΣΥΝΔΙΚΑΤΩΝ: [685, 1147, 787, 1159]
headline-line-1: ΔΕΚΑ ΕΞ ΦΥΛΑΚΙΣΜΕΝΟΙ ΑΓΩΝΙΣΤΕΣ ΜΑΣ: [41, 585, 398, 604]
paragraph: Ἡ διεύθυνση τῶν Σ.Ε.Κ. γιά νά κυλιώσει τήν ἐξέγερση τῶν σιδηροδρομικῶν γιά τόν 13ο μισθό καλεῖ καί πάλι ζητήματα τούς ἐξέδωσε τήν ἀπόφαση. 39.753 δραχμή, σύμφωνα μέ τίς σχέσεις διατίθενται 100.00 δρχ. γιά τήν πρώτη περιφέρεια σιδηροδρόμων καί 122.000 γιά τήν δεύτερη περιφέρεια πού δέν καλύπτουν οὔτε τό ἕνα πέμπτο τῶν δικαιωμάτων.: [423, 148, 603, 237]
article-varied-enemies: [1197, 43, 1565, 140]
paragraph: Ἐνῶ στίς καπιταλιστικές χῶρες ἡ κρίση ὀξύνεται καί ἡ ἀνεργία θερίζει, στή Σοβιετική Ἕνωση ἡ ἀνεργία ἔχει ἐξαλειφθεῖ ὁριστικά καί ζητοῦνται συνεχῶς νέα ἐργατικά χέρια.: [810, 313, 990, 357]
paragraph: Στή συνεδρίαση ἀποφασίστηκε νά κληθεῖ γενική συνέλευση τήν Τρίτη γιά νά ἀποφασίσει πάνω στά αἰτήματα τῶν ἐργαζομένων καί στά μέτρα πού πρέπει νά ληφθοῦν.: [556, 1281, 666, 1351]
masthead-divider: [55, 22, 1336, 30]
paragraph: Ἡ σύσκεψη ἐξέλεξε ἐπιτροπή ἡ ὁποία θά ἐπισκεφθεῖ τό ὑπουργεῖο Ναυτικῶν καί θά ὑποβάλει τά αἰτήματα τῶν ναυτεργατῶν.: [619, 542, 791, 575]
paragraph: Ἀπαιτοῦμε τήν ἄμεση χορήγηση ἐπιδόματος ἀνεργίας σέ ὅλους τούς ἀνέργους ναυτεργάτες καί τήν ἐφαρμογή τῆς συλλογικῆς σύμβασης.: [231, 1260, 404, 1303]
headline-line-3: ΣΤΗ ΜΕΓΑΛΗ ΜΑΣ ΠΡΟΛΕΤΑΡΙΑΚΗ ΠΑΤΡΙΔΑ: [845, 83, 1143, 119]
paragraph: Τήν Κυριακή καλεῖται συγκέντρωση τοῦ Πανυπαλληλικοῦ Κέντρου σχετικά μέ τήν ἐνέργεια, τό ψήφισμα καί τά αἰτήματα τῶν ἰδιωτικῶν ὑπαλλήλων πού διατυπώνονται στή διαμαρτυρία τῶν ἐργαζομένων.: [231, 502, 404, 557]
byline: ΠΕΡΙΚΛΗΣ ΚΑΡΑΣΚΟΓΙΑΣ: [104, 1332, 216, 1342]
divider: [1197, 568, 1565, 569]
bottom-sections-col2: [423, 1130, 791, 1419]
headline-line-1: ΤΟ ΟΜΟΛΟΓΟΥΝ ΟΙ ΙΔΙΟΙ: [900, 852, 1088, 868]
paragraph: ΜΟΣΧΑ, 18 Δεκεμβρίου (Τοῦ ἀνταποκριτοῦ μας).— Μετά τό τέλος τῶν ἐργασιῶν τῆς πανενωσιακῆς διάσκεψης γιά τήν ἐπιτάχυνση τῶν στόχων τοῦ πενταετοῦς πλάνου, ἀνακοινώθηκε ὅτι ἡ βιομηχανική παραγωγή αὐξήθηκε κατά 71 τοῖς ἑκατό σέ σύγκριση μέ τό προηγούμενο ἔτος.: [810, 123, 990, 200]
headline-line-2: ΚΑΙΝΟΥΡΓΙΑΣ ΛΩΒΙΤΟΥΡΑΣ: [892, 753, 1096, 769]
paragraph: ΘΕΣ)ΝΙΚΗ 18 Δεκεμβρίου(Τοῦ ἀνταποκριτοῦ μας).— Δεκαέξι φυλακισμένοι ἀγωνιστές στίς φυλακές Θεσσαλονίκης κήρυξαν ἀπεργία πείνας διαμαρτυρόμενοι γιά τίς ἀπάνθρωπες συνθῆκες κρατήσεως.: [35, 646, 216, 701]
paragraph: Τή ρήξιν αὐτή τούς γιά ἔδωσε ὁ Τρότσκυ: «Ἀριστερή προσταγμένη καί σύνδεση μέ τούς ὁποίους κινήσεις τοῦ Κόμματος μᾶς τοῦ προορισμοῦ νά δημιουργούν ἐπιβολή τῶν χώρων ἐδαφικές ἐξ αὐτῶν.: [35, 929, 216, 984]
paragraph: Ἡ ἀπάντηση αὐτή προκάλεσε τήν ὀργή τῶν ἀντιπροσώπων οἱ ὁποῖοι δήλωσαν ὅτι θά συνεχίσουν τόν ἀγώνα μέχρι τήν πλήρη ἱκανοποίηση τῶν δικαίων αἰτημάτων τῶν ἀνέργων.: [681, 704, 791, 781]
paragraph: Τή ρήξιν αὐτή τούς γιά ἔδωσε ὁ Τρότσκυ: «Ἀριστερή προσταγμένη καί σύνδεση μέ τούς ὁποίους κινήσεις τοῦ Κόμματος μᾶς τοῦ προορισμοῦ νά δημιουργούν ἐπιβολή τῶν χώρων ἐδαφικές ἐξ αὐτῶν.: [231, 821, 404, 876]
paragraph: Ἡ συγκέντρωση κλείνει ὁμόφωνα τήν ἀπόφαση τῆς ἀπεργίας καί δημιουργήθηκε ἡ ἀγωνιστική ἐπιτροπή τῶν συνδικαλιστικῶν ὀργανώσεων γιά τήν ἐνίσχυση τοῦ ἀγώνα τῶν τροχιοδρομικῶν.: [231, 170, 404, 225]
masthead: [26, 14, 1574, 37]
paragraph: «Ἡ δράση τῶν τροτσκιστικῶν ὁμάδων ἐκδηλώνεται μέ συστηματική ὑπονόμευση τῶν ἀποφάσεων τοῦ Κόμματος καί μέ τήν προσπάθεια διάσπασης τῶν συνδικαλιστικῶν ὀργανώσεων.: [35, 1105, 216, 1160]
column-4: [1187, 43, 1574, 2173]
article-great-morality: [1197, 457, 1565, 561]
paragraph: Οἱ 11 ἐργάτες τοῦ Ἀξιώτη συνεχίζουν τήν ἀπεργία τους καί δηλώνουν ὅτι δέν θά ὑποχωρήσουν. Ἡ ἀπεργιακή ἐπιτροπή καλεῖ ὅλους τούς ἐργάτες νά συμπαρασταθοῦν στόν ἀγώνα τους.: [810, 1009, 1178, 1030]
page-number: 2: [34, 14, 46, 32]
paragraph: Ὕστερα ἀπό συζήτηση ἡ συνέλευση ἐξέλεξε νέα Διοικητική Ἐπιτροπή καί ἐνέκρινε ψήφισμα γιά τήν ὑπεράσπιση τῶν συνδικαλιστικῶν ἐλευθεριῶν.: [810, 514, 990, 558]
paragraph: Π. Ε. Πάδον — Τοποθετήσαμε ὅλα τά ἀπαραίτητα στήν ἐφημερίδα μας. Θά συνεχίσουμε. Ὁ ἀνταποκριτής μας.: [810, 1124, 1178, 1143]
paragraph: Ἡ κρίση ἀπειλεῖ νά πάρει μεγάλες διαστάσεις καθώς οἱ ἀντιθέσεις ἀνάμεσα στίς ἀστικές ὁμάδες ὀξύνονται ἐξαιτίας τῆς οἰκονομικῆς κρίσης.: [1197, 217, 1565, 239]
paragraph: Ἡ πρόταση αὐτή ἔγινε δεκτή.: [556, 895, 666, 916]
paragraph: Ὁμολογοῦν καί οἱ ἴδιοι ὅτι ἡ κατάσταση τῆς ἐργατικῆς τάξης χειροτερεύει συνεχῶς καί ὅτι τά ἡμερομίσθια ἔχουν πέσει κάτω ἀπό τό ὅριο τῆς ἐπιβίωσης.: [810, 899, 1178, 920]
paragraph: Οἱ ἐπαναστάται κατέλαβαν διάφορα σημεῖα τῆς πρωτευούσης καί συγκρούονται μέ τά κυβερνητικά στρατεύματα. Ὁ πρόεδρος κατέφυγε εἰς τήν πρεσβείαν.: [1197, 343, 1565, 364]
headline-line-3: ΤΩΝ ΕΠΤΑ ΣΥΝΤΡΟΦΩΝ ΜΑΣ ΦΑΝΤΑΡΩΝ: [45, 431, 394, 450]
article-not-yet: [1197, 154, 1565, 266]
headline-line-1: ΑΚΟΜΑ ΔΕΝ ΑΝΕΛΑΒΕ: [1297, 152, 1465, 168]
article-same-admit: [810, 854, 1178, 921]
divider: [232, 1108, 405, 1109]
paragraph: Ἡ ἐντύπωση μέ τό προσχῆμα ὅτι ἐκστατεῖ πιό ἀποτελεσματικῶς τοῦ Ἐργατικοῦ Κέντρου ἔκλεισε καί ἀναλύεται τό συγκέντρωση, ἀπό χώρισε ὅπως μπεστά ἐπι γενική ἐξέγερση.: [35, 525, 216, 569]
article-orpheus-trial: [1197, 575, 1565, 705]
